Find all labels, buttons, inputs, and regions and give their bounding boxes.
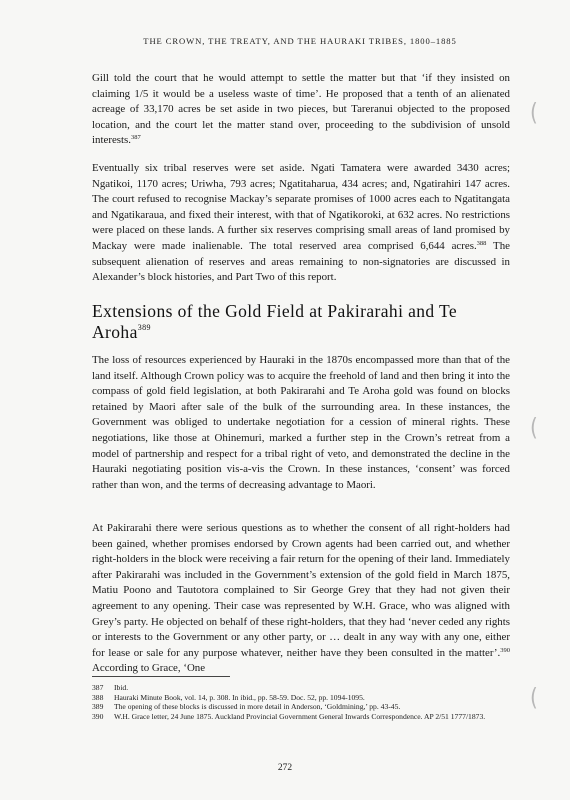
footnote-387 (92, 683, 512, 693)
footnote-text: W.H. Grace letter, 24 June 1875. Auckland Provincial Government General Inwards Correspondence. AP 2/51 1777/1873. (114, 711, 486, 721)
footnote-388 (92, 693, 512, 703)
footnote-389 (92, 702, 512, 712)
footnote-ref-389[interactable]: 389 (137, 323, 151, 332)
paragraph-text: Eventually six tribal reserves were set aside. Ngati Tamatera were awarded 3430 acres; Ngatikoi, 1170 acres; Uriwha, 793 acres; Ngatitaharua, 434 acres; and, Ngatirahiri 147 acres. The court refused to recognise Mackay’s separate promises of 1000 acres each to Ngatitangata and Ngatikaraua, and fixed their interest, with that of Ngatikoroki, at 632 acres. No restrictions were placed on these lands. A further six reserves comprising small areas of land promised by Mackay were made inalienable. The total reserved area comprised 6,644 acres. (92, 162, 510, 252)
running-head: THE CROWN, THE TREATY, AND THE HAURAKI TRIBES, 1800–1885 (143, 36, 457, 46)
paragraph-text: Gill told the court that he would attempt to settle the matter but that ‘if they insisted on claiming 1/5 it would be a useless waste of time’. He proposed that a tenth of an alienated acreage of 33,170 acres be set aside in two pieces, but Tareranui objected to the proposed location, and the court let the matter stand over, proceeding to the subdivision of unsold interests. (92, 72, 510, 147)
paragraph-text-continued: According to Grace, ‘One (92, 662, 206, 675)
footnote-number: 387 (92, 683, 104, 692)
paragraph-text: At Pakirarahi there were serious questions as to whether the consent of all right-holders had been gained, whether promises endorsed by Crown agents had been carried out, and whether right-holders in the block were receiving a fair return for the opening of their land. Immediately after Pakirarahi was included in the Government’s extension of the gold field in March 1875, Matiu Poono and Tautotora complained to Sir George Grey that they had not given their agreement to any opening. Their case was represented by W.H. Grace, who was aligned with Grey’s party. He objected on behalf of these right-holders, that they had ‘never ceded any rights or interests to the Government or any other party, or … dealt in any way with any one, either for lease or sale for any purpose whatever, neither have they been consulted in the matter’. (92, 522, 510, 659)
section-heading-text: Extensions of the Gold Field at Pakirarahi and Te Aroha (92, 301, 458, 342)
footnote-number: 390 (92, 711, 104, 721)
footnote-number: 389 (92, 702, 104, 712)
footnote-number: 388 (92, 692, 104, 702)
margin-bracket-mark: ( (530, 682, 538, 712)
paragraph-2 (92, 161, 510, 286)
footnote-divider (92, 676, 230, 677)
footnote-text: The opening of these blocks is discussed in more detail in Anderson, ‘Goldmining,’ pp. 43-45. (114, 702, 401, 712)
margin-bracket-mark: ( (530, 412, 538, 442)
footnote-ref-388[interactable]: 388 (476, 239, 487, 247)
paragraph-3 (92, 353, 510, 493)
paragraph-text: The loss of resources experienced by Hauraki in the 1870s encompassed more than that of the land itself. Although Crown policy was to acquire the freehold of land and then bring it into the compass of gold field legislation, at both Pakirarahi and Te Aroha gold was found on blocks retained by Maori after sale of the bulk of the surrounding area. In these instances, the Government was obliged to undertake negotiation for a cession of mineral rights. These negotiations, like those at Ohinemuri, marked a further step in the Crown’s retreat from a model of partnership and respect for a tribal right of veto, and demonstrated the decline in the Hauraki negotiating position vis-a-vis the Crown. In these instances, ‘consent’ was forced rather than won, and the terms of decreasing advantage to Maori. (92, 354, 510, 491)
page-number: 272 (277, 763, 293, 773)
section-heading (92, 301, 512, 343)
footnote-ref-387[interactable]: 387 (131, 134, 141, 142)
footnotes-list (92, 683, 512, 721)
paragraph-text-continued: The subsequent alienation of reserves and areas remaining to non-signatories are discussed in Alexander’s block histories, and Part Two of this report. (92, 239, 510, 284)
footnote-text: Ibid. (114, 683, 129, 692)
margin-bracket-mark: ( (530, 97, 538, 127)
paragraph-1 (92, 71, 510, 149)
footnote-390 (92, 712, 512, 722)
footnote-text: Hauraki Minute Book, vol. 14, p. 308. In ibid., pp. 58-59. Doc. 52, pp. 1094-1095. (114, 692, 365, 702)
footnote-ref-390[interactable]: 390 (500, 646, 510, 654)
paragraph-4 (92, 521, 510, 677)
